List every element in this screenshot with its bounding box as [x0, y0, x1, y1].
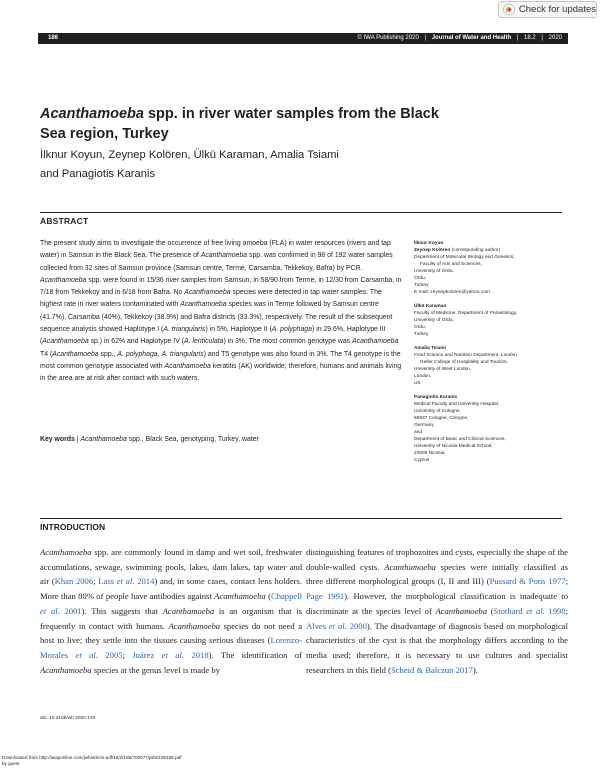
- introduction-heading: INTRODUCTION: [40, 522, 106, 532]
- affiliation-line: Ordu,: [414, 276, 426, 281]
- abstract-heading: ABSTRACT: [40, 216, 89, 226]
- copyright: © IWA Publishing 2020: [357, 35, 419, 41]
- download-notice: [2, 755, 182, 767]
- keywords: Key words | Acanthamoeba spp., Black Sea, genotyping, Turkey, water: [40, 436, 259, 443]
- intro-right-column: distinguishing features of trophozoites and cysts, especially the shape of the double-walled cysts. Acanthamoeba species were initially classified as three different morphological groups (I, II and III) (Pussard & Pons 1977; Page 1991). However, the morphological classification is inadequate to discriminate at the species level of Acanthamoeba (Stothard et al. 1998; Alves et al. 2000). The disadvantage of diagnosis based on morphological characteristics of the cyst is that the morphology differs according to the media used; therefore, it is necessary to use cultures and specialist researchers in this field (Scheid & Balczun 2017).: [306, 547, 569, 675]
- introduction-rule: [40, 518, 562, 519]
- download-line-2: by guest: [2, 761, 20, 766]
- affiliation-line: Turkey: [414, 283, 429, 288]
- author-list: [40, 146, 400, 183]
- affiliation-line: University of Cologne,: [414, 409, 461, 414]
- journal-name: Journal of Water and Health: [431, 35, 512, 41]
- affiliation-line: and: [414, 430, 423, 435]
- page-number: 186: [48, 35, 59, 41]
- abstract-rule: [40, 212, 562, 213]
- affiliation-line: London,: [414, 374, 432, 379]
- affiliation-line: Geller College of Hospitality and Tourism,: [420, 360, 508, 365]
- title-rest: spp. in river water samples from the Black Sea region, Turkey: [40, 106, 439, 142]
- year: 2020: [548, 35, 562, 41]
- download-line-1: Downloaded from http://iwaponline.com/jwh/article-pdf/18/2/186/700077/jwh0180186.pdf: [2, 755, 182, 760]
- affiliation-line: İlknur Koyun: [414, 241, 444, 246]
- affiliation-line: University of Ordu,: [414, 318, 454, 323]
- affiliation-line: UK: [414, 381, 421, 386]
- keywords-label: Key words: [40, 436, 75, 443]
- keywords-list: Acanthamoeba spp., Black Sea, genotyping, Turkey, water: [80, 436, 259, 443]
- affiliation-line: University of Nicosia Medical School,: [414, 444, 493, 449]
- abstract-text: The present study aims to investigate the occurrence of free living amoeba (FLA) in water resources (rivers and tap water) in Samsun in the Black Sea. The presence of Acanthamoeba spp. was confirmed in 98 of 192 water samples collected from 32 sites of Samsun province (Samsun centre, Terme, Carsamba, Tekkekoy, Bafra) by PCR. Acanthamoeba spp. were found in 15/36 river samples from Samsun, in 58/90 from Terme, in 12/30 from Carsamba, in 7/18 from Tekkekoy and in 6/18 from Bafra. No Acanthamoeba species were detected in tap water samples. The highest rate in river waters contaminated with Acanthamoeba species was in Terme followed by Samsun centre (41.7%), Carsamba (40%), Tekkekoy (38.9%) and Bafra districts (33.3%), respectively. The result of the subsequent sequence analysis showed Haplotype I (A. triangularis) in 5%, Haplotype II (A. polyphaga) in 29.6%, Haplotype III (Acanthamoeba sp.) in 62% and Haplotype IV (A. lenticulata) in 3%. The most common genotype was Acanthamoeba T4 (Acanthamoeba spp., A. polyphaga, A. triangularis) and T5 genotype was also found in 3%. The T4 genotype is the most common genotype associated with Acanthamoeba keratitis (AK) worldwide; therefore, humans and animals living in the area are at risk after contact with such waters.: [40, 240, 402, 383]
- title-genus: Acanthamoeba: [40, 106, 144, 122]
- intro-left-column: Acanthamoeba spp. are commonly found in damp and wet soil, freshwater accumulations, sewage, swimming pools, lakes, dam lakes, tap water and air (Khan 2006; Lass et al. 2014) and, in some cases, contact lens holders. More than 80% of people have antibodies against Acanthamoeba (Chappell et al. 2001). This suggests that Acanthamoeba is an organism that is frequently in contact with humans. Acanthamoeba species do not need a host to live; they settle into the tissues causing serious diseases (Lorenzo-Morales et al. 2005; Juárez et al. 2018). The identification of Acanthamoeba species at the genus level is made by: [40, 547, 303, 675]
- affiliation-line: Food Science and Nutrition Department, London: [414, 353, 517, 358]
- affiliation-line: Cyprus: [414, 458, 430, 463]
- affiliation-line: Ülkü Karaman: [414, 304, 447, 309]
- affiliation-block: [414, 303, 564, 338]
- authors-line-2: and Panagiotis Karanis: [40, 167, 156, 180]
- affiliation-line: Faculty of Arts and Sciences,: [420, 262, 482, 267]
- affiliation-line: University of Ordu,: [414, 269, 454, 274]
- article-title: [40, 104, 440, 144]
- update-badge-icon: [503, 3, 515, 16]
- affiliation-line: Ordu,: [414, 325, 426, 330]
- author-affiliations: [414, 240, 564, 471]
- affiliation-line: Amalia Tsiami: [414, 346, 446, 351]
- affiliation-line: University of West London,: [414, 367, 472, 372]
- affiliation-block: [414, 394, 564, 464]
- affiliation-line: 50937 Cologne, Cologne,: [414, 416, 469, 421]
- affiliation-line: Department of Basic and Clinical Sciences,: [414, 437, 506, 442]
- affiliation-block: [414, 345, 564, 387]
- affiliation-line: Panagiotis Karanis: [414, 395, 458, 400]
- check-for-updates-button[interactable]: [498, 1, 597, 18]
- affiliation-line: Faculty of Medicine, Department of Parasitology,: [414, 311, 518, 316]
- check-for-updates-label: Check for updates: [518, 4, 596, 15]
- affiliation-line: Medical Faculty and University Hospital,: [414, 402, 500, 407]
- affiliation-line: E-mail: zeynepkoloren@yahoo.com: [414, 290, 490, 295]
- affiliation-block: [414, 240, 564, 296]
- affiliation-line: Germany: [414, 423, 434, 428]
- doi: doi: 10.2166/wh.2020.170: [40, 716, 96, 721]
- affiliation-line: Zeynep Kolören (corresponding author): [414, 248, 501, 253]
- authors-line-1: İlknur Koyun, Zeynep Kolören, Ülkü Karaman, Amalia Tsiami: [40, 149, 339, 161]
- affiliation-line: 24005 Nicosia,: [414, 451, 446, 456]
- affiliation-line: Department of Molecular Biology and Genetics,: [414, 255, 515, 260]
- volume: 18.2: [524, 35, 536, 41]
- affiliation-line: Turkey: [414, 332, 429, 337]
- running-header: 186 © IWA Publishing 2020 | Journal of Water and Health | 18.2 | 2020: [38, 33, 568, 44]
